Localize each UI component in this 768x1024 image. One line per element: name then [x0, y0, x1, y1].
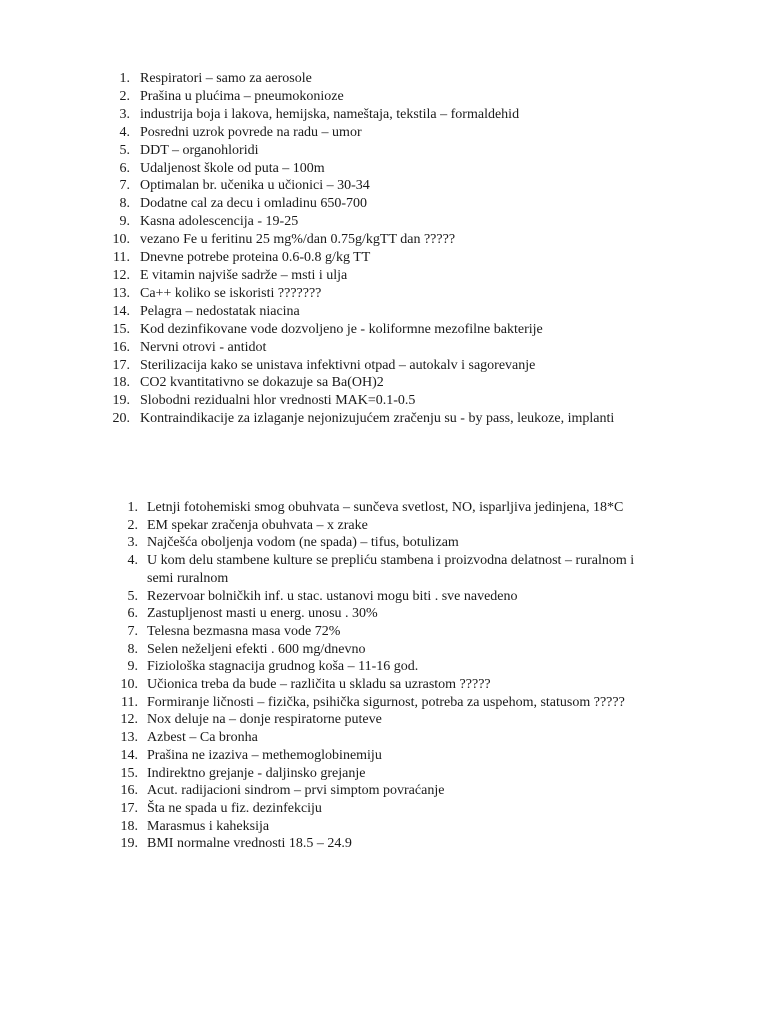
item-text: Dnevne potrebe proteina 0.6-0.8 g/kg TT: [140, 250, 371, 266]
list-item: [106, 517, 666, 535]
item-number: 18.: [112, 375, 130, 391]
item-number: 5.: [127, 588, 138, 604]
list-item: [98, 88, 718, 106]
item-text: Slobodni rezidualni hlor vrednosti MAK=0.1-0.5: [140, 393, 416, 409]
list-item: [98, 410, 718, 428]
item-text: Indirektno grejanje - daljinsko grejanje: [147, 765, 366, 781]
list-item: [98, 392, 718, 410]
item-text: BMI normalne vrednosti 18.5 – 24.9: [147, 836, 352, 852]
item-number: 14.: [112, 303, 130, 319]
list-item: [98, 357, 718, 375]
item-text: Rezervoar bolničkih inf. u stac. ustanovi mogu biti . sve navedeno: [147, 588, 518, 604]
item-text: U kom delu stambene kulture se prepliću stambena i proizvodna delatnost – ruralnom i semi ruralnom: [147, 553, 635, 586]
item-text: Dodatne cal za decu i omladinu 650-700: [140, 196, 368, 212]
list-item: [98, 339, 718, 357]
item-number: 16.: [120, 783, 138, 799]
item-text: vezano Fe u feritinu 25 mg%/dan 0.75g/kgTT dan ?????: [140, 232, 456, 248]
item-text: Prašina u plućima – pneumokonioze: [140, 88, 344, 104]
item-text: Optimalan br. učenika u učionici – 30-34: [140, 178, 370, 194]
item-number: 5.: [119, 142, 130, 158]
list-item: [98, 249, 718, 267]
item-text: Selen neželjeni efekti . 600 mg/dnevno: [147, 641, 366, 657]
item-text: Respiratori – samo za aerosole: [140, 71, 312, 86]
item-number: 2.: [119, 88, 130, 104]
item-text: Ca++ koliko se iskoristi ???????: [140, 285, 322, 301]
list-item: [106, 588, 666, 606]
list-item: [98, 285, 718, 303]
item-number: 12.: [120, 712, 138, 728]
list-item: [98, 231, 718, 249]
list-item: [106, 747, 666, 765]
item-number: 8.: [119, 196, 130, 212]
list-item: [106, 534, 666, 552]
item-number: 16.: [112, 339, 130, 355]
item-text: Fiziološka stagnacija grudnog koša – 11-16 god.: [147, 659, 419, 675]
item-number: 18.: [120, 818, 138, 834]
list-item: [98, 321, 718, 339]
item-number: 10.: [112, 232, 130, 248]
list-item: [106, 835, 666, 853]
item-number: 13.: [112, 285, 130, 301]
item-number: 10.: [120, 677, 138, 693]
item-text: Učionica treba da bude – različita u skladu sa uzrastom ?????: [147, 677, 491, 693]
item-number: 6.: [119, 160, 130, 176]
item-number: 17.: [120, 800, 138, 816]
item-number: 15.: [112, 321, 130, 337]
item-number: 7.: [127, 623, 138, 639]
item-text: Najčešća oboljenja vodom (ne spada) – tifus, botulizam: [147, 535, 459, 551]
item-number: 7.: [119, 178, 130, 194]
list-item: [106, 623, 666, 641]
list-item: [98, 303, 718, 321]
item-text: Sterilizacija kako se unistava infektivni otpad – autokalv i sagorevanje: [140, 357, 536, 373]
item-number: 19.: [120, 836, 138, 852]
item-text: Kasna adolescencija - 19-25: [140, 214, 299, 230]
item-number: 19.: [112, 393, 130, 409]
item-text: Formiranje ličnosti – fizička, psihička sigurnost, potreba za uspehom, statusom ?????: [147, 694, 625, 710]
item-number: 20.: [112, 411, 130, 427]
item-text: Acut. radijacioni sindrom – prvi simptom povraćanje: [147, 783, 445, 799]
question-list-1: [98, 70, 718, 428]
item-number: 3.: [119, 106, 130, 122]
question-list-2: [106, 499, 666, 853]
item-number: 2.: [127, 517, 138, 533]
item-text: Azbest – Ca bronha: [147, 730, 258, 746]
item-text: Nox deluje na – donje respiratorne puteve: [147, 712, 382, 728]
item-number: 9.: [127, 659, 138, 675]
item-text: DDT – organohloridi: [140, 142, 259, 158]
item-number: 11.: [113, 250, 130, 266]
item-text: CO2 kvantitativno se dokazuje sa Ba(OH)2: [140, 375, 384, 391]
item-text: Posredni uzrok povrede na radu – umor: [140, 124, 362, 140]
list-item: [106, 782, 666, 800]
list-item: [106, 800, 666, 818]
item-number: 13.: [120, 730, 138, 746]
list-item: [106, 641, 666, 659]
item-number: 15.: [120, 765, 138, 781]
list-item: [98, 106, 718, 124]
list-item: [98, 374, 718, 392]
list-item: [106, 694, 666, 712]
list-item: [98, 142, 718, 160]
list-item: [106, 711, 666, 729]
item-number: 11.: [121, 694, 138, 710]
item-text: EM spekar zračenja obuhvata – x zrake: [147, 517, 368, 533]
item-number: 9.: [119, 214, 130, 230]
list-item: [98, 213, 718, 231]
list-item: [106, 605, 666, 623]
item-text: Marasmus i kaheksija: [147, 818, 270, 834]
list-item: [106, 818, 666, 836]
list-item: [106, 552, 666, 587]
item-number: 12.: [112, 267, 130, 283]
item-number: 3.: [127, 535, 138, 551]
item-text: Zastupljenost masti u energ. unosu . 30%: [147, 606, 378, 622]
item-text: Letnji fotohemiski smog obuhvata – sunčeva svetlost, NO, isparljiva jedinjena, 18*C: [147, 500, 624, 515]
list-item: [98, 267, 718, 285]
list-item: [98, 195, 718, 213]
item-number: 6.: [127, 606, 138, 622]
item-text: Nervni otrovi - antidot: [140, 339, 267, 355]
item-text: E vitamin najviše sadrže – msti i ulja: [140, 267, 348, 283]
list-item: [98, 70, 718, 88]
list-item: [98, 124, 718, 142]
item-number: 14.: [120, 747, 138, 763]
item-text: Prašina ne izaziva – methemoglobinemiju: [147, 747, 382, 763]
list-item: [106, 676, 666, 694]
item-number: 4.: [127, 553, 138, 569]
item-text: Šta ne spada u fiz. dezinfekciju: [147, 800, 322, 816]
list-item: [106, 658, 666, 676]
item-text: Telesna bezmasna masa vode 72%: [147, 623, 341, 639]
item-text: Kontraindikacije za izlaganje nejonizujućem zračenju su - by pass, leukoze, implanti: [140, 411, 615, 427]
list-item: [106, 729, 666, 747]
item-text: Kod dezinfikovane vode dozvoljeno je - koliformne mezofilne bakterije: [140, 321, 543, 337]
item-number: 8.: [127, 641, 138, 657]
item-text: industrija boja i lakova, hemijska, nameštaja, tekstila – formaldehid: [140, 106, 520, 122]
item-number: 4.: [119, 124, 130, 140]
item-number: 17.: [112, 357, 130, 373]
list-item: [106, 765, 666, 783]
item-text: Udaljenost škole od puta – 100m: [140, 160, 325, 176]
item-text: Pelagra – nedostatak niacina: [140, 303, 300, 319]
list-item: [106, 499, 666, 517]
item-number: 1.: [127, 500, 138, 515]
list-item: [98, 160, 718, 178]
item-number: 1.: [119, 71, 130, 86]
list-item: [98, 177, 718, 195]
